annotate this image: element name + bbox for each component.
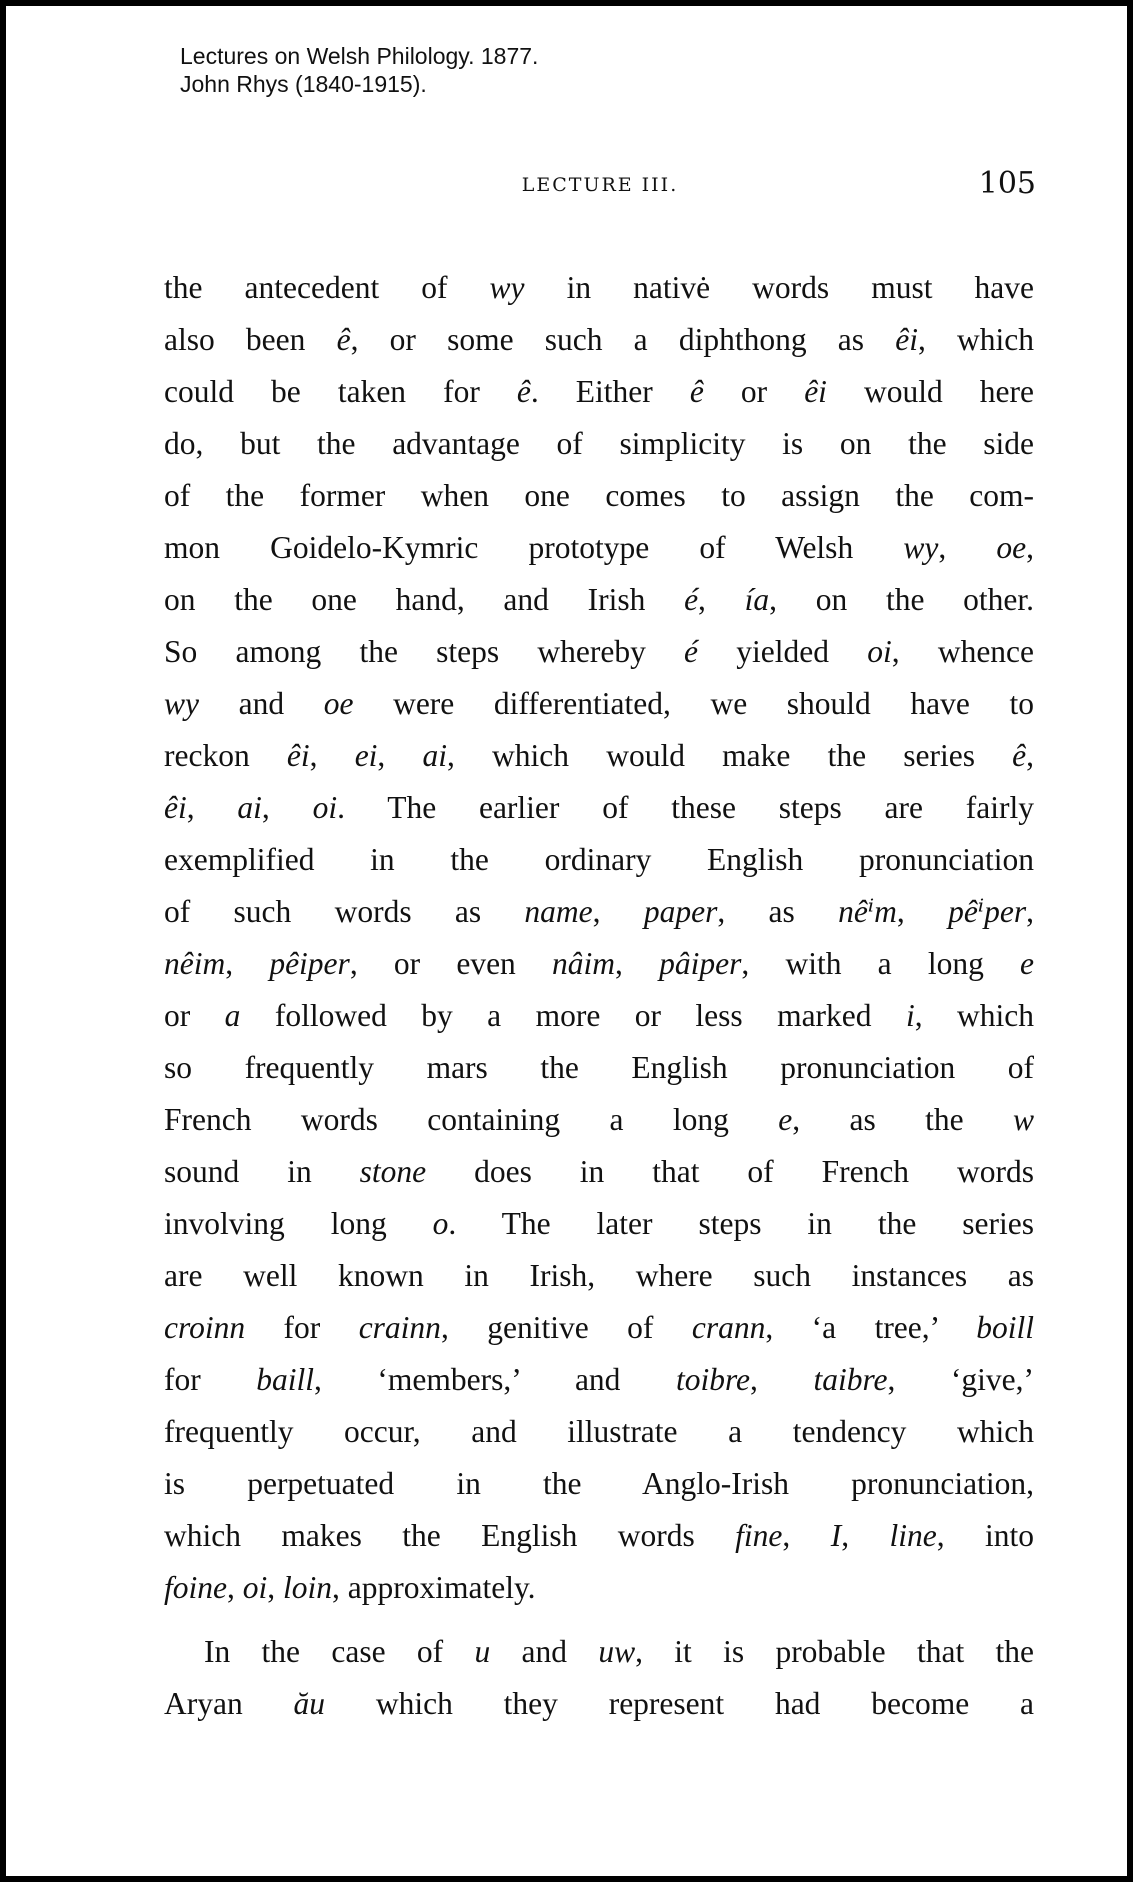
source-note-author: John Rhys (1840-1915). <box>180 71 427 97</box>
italic-term: oe <box>323 686 354 721</box>
text-run: which they represent had become a <box>325 1686 1034 1721</box>
text-run: in nativė words must have <box>524 270 1034 305</box>
text-run: , into <box>936 1518 1035 1553</box>
italic-term: wy <box>903 530 939 565</box>
text-run: , <box>377 738 423 773</box>
italic-term: pâiper <box>659 946 742 981</box>
text-run: , which would make the series <box>447 738 1013 773</box>
italic-term: ê <box>1012 738 1027 773</box>
text-line <box>164 1406 1034 1458</box>
italic-term: toibre <box>675 1362 751 1397</box>
text-run: of such words as <box>164 894 525 929</box>
text-run: of the former when one comes to assign the com- <box>164 478 1034 513</box>
text-line <box>164 1094 1034 1146</box>
text-run: and <box>490 1634 599 1669</box>
italic-term: oe <box>996 530 1027 565</box>
text-line <box>164 574 1034 626</box>
text-run: or <box>164 998 225 1033</box>
italic-term: ău <box>293 1686 326 1721</box>
text-run: followed by a more or less marked <box>240 998 906 1033</box>
italic-term: êi <box>286 738 310 773</box>
text-run: also been <box>164 322 337 357</box>
text-run: . Either <box>530 374 690 409</box>
italic-term: ai <box>422 738 447 773</box>
italic-term: êi <box>164 790 187 825</box>
text-line <box>164 938 1034 990</box>
text-run: , <box>750 1362 814 1397</box>
text-run: for <box>164 1362 257 1397</box>
text-line <box>164 366 1034 418</box>
text-line <box>164 990 1034 1042</box>
italic-term: ê <box>689 374 704 409</box>
text-run: , <box>309 738 355 773</box>
text-line <box>164 886 1034 938</box>
italic-term: I <box>830 1518 842 1553</box>
lecture-title: LECTURE III. <box>521 174 679 196</box>
text-run: which makes the English words <box>164 1518 736 1553</box>
italic-term: crainn <box>358 1310 441 1345</box>
italic-term: boill <box>976 1310 1034 1345</box>
italic-term: fine <box>735 1518 783 1553</box>
text-run: , <box>592 894 644 929</box>
text-line <box>164 1626 1034 1678</box>
text-run: mon Goidelo-Kymric prototype of Welsh <box>164 530 904 565</box>
italic-term: oi <box>242 1570 268 1605</box>
text-run: , <box>267 1570 284 1605</box>
text-run: could be taken for <box>164 374 517 409</box>
text-run: , which <box>914 998 1035 1033</box>
text-run: , which <box>917 322 1034 357</box>
italic-term: uw <box>598 1634 636 1669</box>
text-run: exemplified in the ordinary English pronunciation <box>164 842 1034 877</box>
italic-term: oi <box>312 790 338 825</box>
italic-term: line <box>889 1518 937 1553</box>
text-run: , whence <box>891 634 1035 669</box>
italic-term: nêim <box>164 946 226 981</box>
text-line <box>164 678 1034 730</box>
text-run: In the case of <box>204 1634 475 1669</box>
text-run: does in that of French words <box>426 1154 1034 1189</box>
text-run: is perpetuated in the Anglo-Irish pronunciation, <box>164 1466 1034 1501</box>
italic-term: foine <box>164 1570 227 1605</box>
text-run: , <box>896 894 949 929</box>
italic-term: e <box>778 1102 793 1137</box>
italic-term: wy <box>489 270 525 305</box>
text-run: . The earlier of these steps are fairly <box>337 790 1034 825</box>
text-line <box>164 1510 1034 1562</box>
text-run: , ‘a tree,’ <box>765 1310 977 1345</box>
text-line <box>164 1042 1034 1094</box>
text-run: , <box>227 1570 243 1605</box>
italic-term: paper <box>643 894 718 929</box>
text-line <box>164 834 1034 886</box>
text-run: Aryan <box>164 1686 294 1721</box>
text-line <box>164 1302 1034 1354</box>
italic-term: a <box>224 998 241 1033</box>
italic-term: oi <box>867 634 892 669</box>
text-run: the antecedent of <box>164 270 490 305</box>
italic-term: é <box>684 582 699 617</box>
text-run: yielded <box>698 634 868 669</box>
italic-term: w <box>1012 1102 1034 1137</box>
paragraph <box>164 1626 1034 1730</box>
italic-term: loin <box>283 1570 333 1605</box>
text-run: French words containing a long <box>164 1102 779 1137</box>
text-run: , <box>782 1518 831 1553</box>
text-line <box>164 626 1034 678</box>
text-run: , ‘give,’ <box>887 1362 1035 1397</box>
text-run: and <box>199 686 324 721</box>
italic-term: êi <box>895 322 918 357</box>
text-run: are well known in Irish, where such instances as <box>164 1258 1034 1293</box>
text-run: , <box>615 946 660 981</box>
italic-term: ía <box>744 582 770 617</box>
text-run: , on the other. <box>769 582 1035 617</box>
source-note <box>180 42 538 98</box>
text-line <box>164 1458 1034 1510</box>
running-header <box>164 166 1036 206</box>
text-line <box>164 1198 1034 1250</box>
text-run: , or some such a diphthong as <box>350 322 896 357</box>
text-line <box>164 730 1034 782</box>
text-run: , <box>938 530 997 565</box>
italic-term: taibre <box>813 1362 888 1397</box>
text-run: so frequently mars the English pronunciation of <box>164 1050 1034 1085</box>
italic-term: ê <box>516 374 531 409</box>
text-run: , ‘members,’ and <box>314 1362 676 1397</box>
text-run: , <box>698 582 745 617</box>
text-run: or <box>703 374 805 409</box>
text-run: , <box>1026 530 1035 565</box>
text-line <box>164 418 1034 470</box>
italic-term: ai <box>237 790 262 825</box>
italic-term: pêⁱper <box>948 894 1027 929</box>
text-run: , <box>841 1518 890 1553</box>
italic-term: êi <box>804 374 827 409</box>
text-run: frequently occur, and illustrate a tendency which <box>164 1414 1034 1449</box>
italic-term: stone <box>359 1154 427 1189</box>
text-line <box>164 522 1034 574</box>
text-run: , <box>225 946 270 981</box>
text-line <box>164 1250 1034 1302</box>
text-run: would here <box>826 374 1034 409</box>
text-line <box>164 314 1034 366</box>
text-run: were differentiated, we should have to <box>353 686 1034 721</box>
italic-term: nêⁱm <box>838 894 897 929</box>
page-body <box>164 262 1034 1730</box>
text-run: , or even <box>349 946 553 981</box>
text-run: , <box>1026 738 1034 773</box>
italic-term: e <box>1020 946 1035 981</box>
text-line <box>164 782 1034 834</box>
italic-term: é <box>684 634 699 669</box>
paragraph <box>164 262 1034 1614</box>
text-line <box>164 1146 1034 1198</box>
italic-term: o <box>432 1206 449 1241</box>
text-run: , with a long <box>741 946 1021 981</box>
italic-term: nâim <box>552 946 616 981</box>
italic-term: ei <box>354 738 378 773</box>
text-line <box>164 262 1034 314</box>
text-run: . The later steps in the series <box>448 1206 1034 1241</box>
text-run: , <box>261 790 313 825</box>
text-run: involving long <box>164 1206 433 1241</box>
italic-term: u <box>474 1634 491 1669</box>
text-run: , <box>186 790 238 825</box>
text-line <box>164 1678 1034 1730</box>
text-run: reckon <box>164 738 287 773</box>
italic-term: crann <box>691 1310 766 1345</box>
text-line <box>164 1562 1034 1614</box>
italic-term: i <box>905 998 915 1033</box>
text-run: sound in <box>164 1154 360 1189</box>
text-run: , as the <box>792 1102 1013 1137</box>
text-run: , it is probable that the <box>635 1634 1035 1669</box>
source-note-title: Lectures on Welsh Philology. 1877. <box>180 43 539 69</box>
text-run: , as <box>717 894 839 929</box>
italic-term: wy <box>164 686 199 721</box>
text-line <box>164 470 1034 522</box>
page-number: 105 <box>978 166 1036 201</box>
text-run: , <box>1026 894 1035 929</box>
text-run: on the one hand, and Irish <box>164 582 685 617</box>
italic-term: pêiper <box>269 946 350 981</box>
italic-term: name <box>524 894 593 929</box>
text-line <box>164 1354 1034 1406</box>
text-run: for <box>245 1310 359 1345</box>
text-run: , approximately. <box>332 1570 536 1605</box>
italic-term: baill <box>256 1362 315 1397</box>
italic-term: ê <box>336 322 351 357</box>
text-run: , genitive of <box>440 1310 692 1345</box>
italic-term: croinn <box>164 1310 246 1345</box>
text-run: do, but the advantage of simplicity is on the side <box>164 426 1034 461</box>
text-run: So among the steps whereby <box>164 634 685 669</box>
